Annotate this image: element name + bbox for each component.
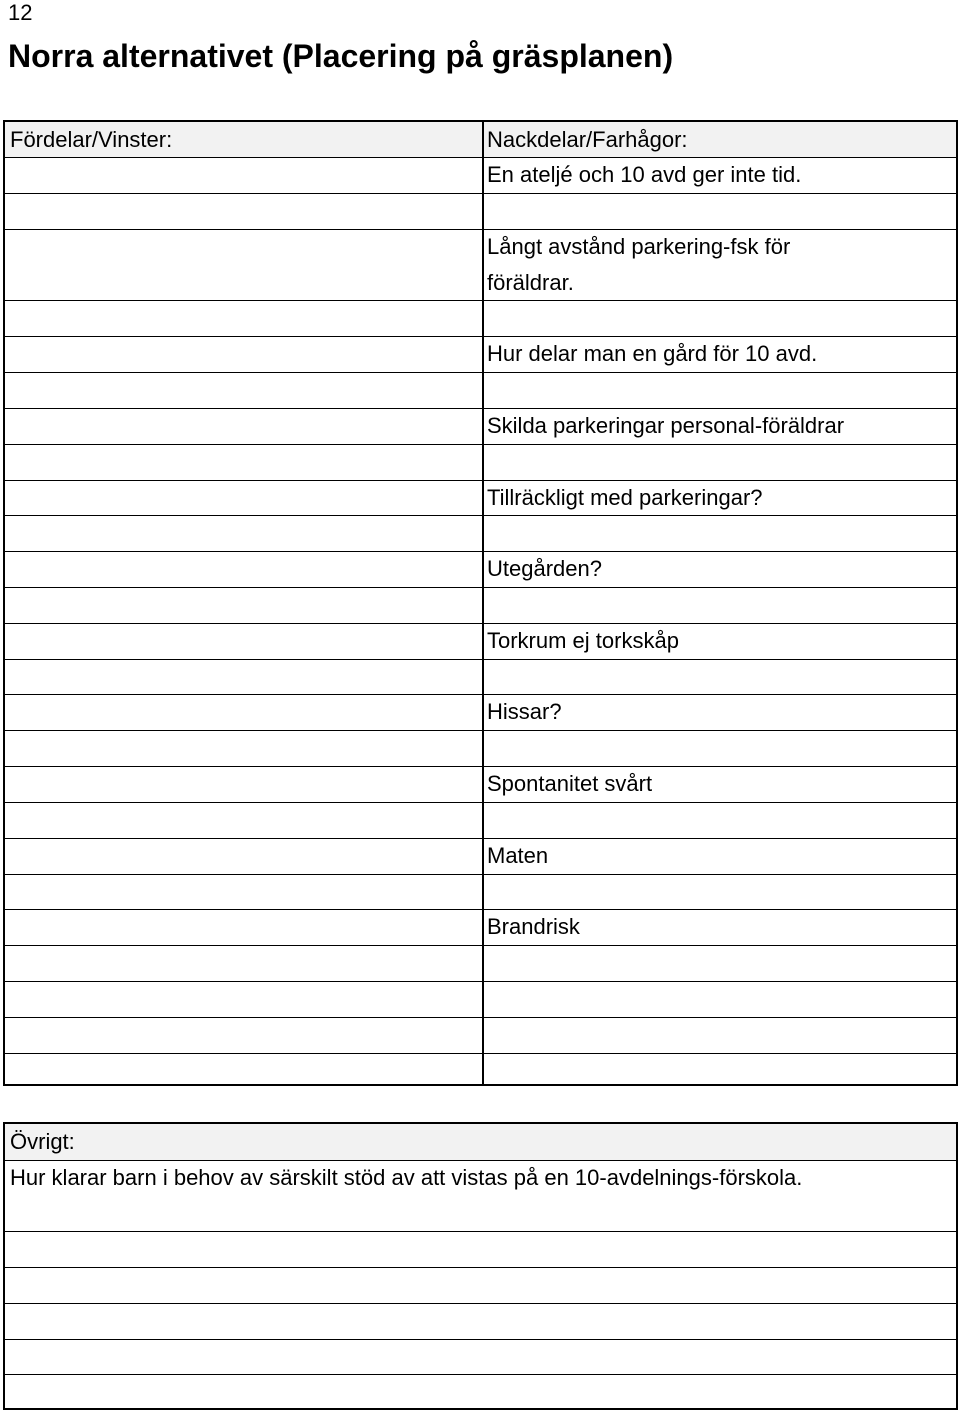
page-title: Norra alternativet (Placering på gräsplanen) [8,38,674,74]
page-number: 12 [8,0,33,25]
disadvantage-item: Långt avstånd parkering-fsk för [487,234,791,259]
disadvantage-item: Tillräckligt med parkeringar? [487,485,763,510]
column-divider [482,122,484,1084]
advantages-header: Fördelar/Vinster: [10,127,173,152]
disadvantage-item: Hissar? [487,699,562,724]
disadvantage-item: Skilda parkeringar personal-föräldrar [487,413,845,438]
disadvantage-item: Hur delar man en gård för 10 avd. [487,341,818,366]
disadvantage-item: Brandrisk [487,914,580,939]
other-notes-table [3,1122,958,1410]
pros-cons-table [3,120,958,1086]
disadvantage-item: Utegården? [487,556,602,581]
other-header-row [5,1124,956,1160]
disadvantage-item: En ateljé och 10 avd ger inte tid. [487,162,802,187]
disadvantages-header: Nackdelar/Farhågor: [487,127,688,152]
disadvantage-item: föräldrar. [487,270,574,295]
other-note: Hur klarar barn i behov av särskilt stöd av att vistas på en 10-avdelnings-förskola. [10,1165,803,1190]
other-header: Övrigt: [10,1129,75,1154]
disadvantage-item: Maten [487,843,549,868]
disadvantage-item: Torkrum ej torkskåp [487,628,679,653]
disadvantage-item: Spontanitet svårt [487,771,653,796]
